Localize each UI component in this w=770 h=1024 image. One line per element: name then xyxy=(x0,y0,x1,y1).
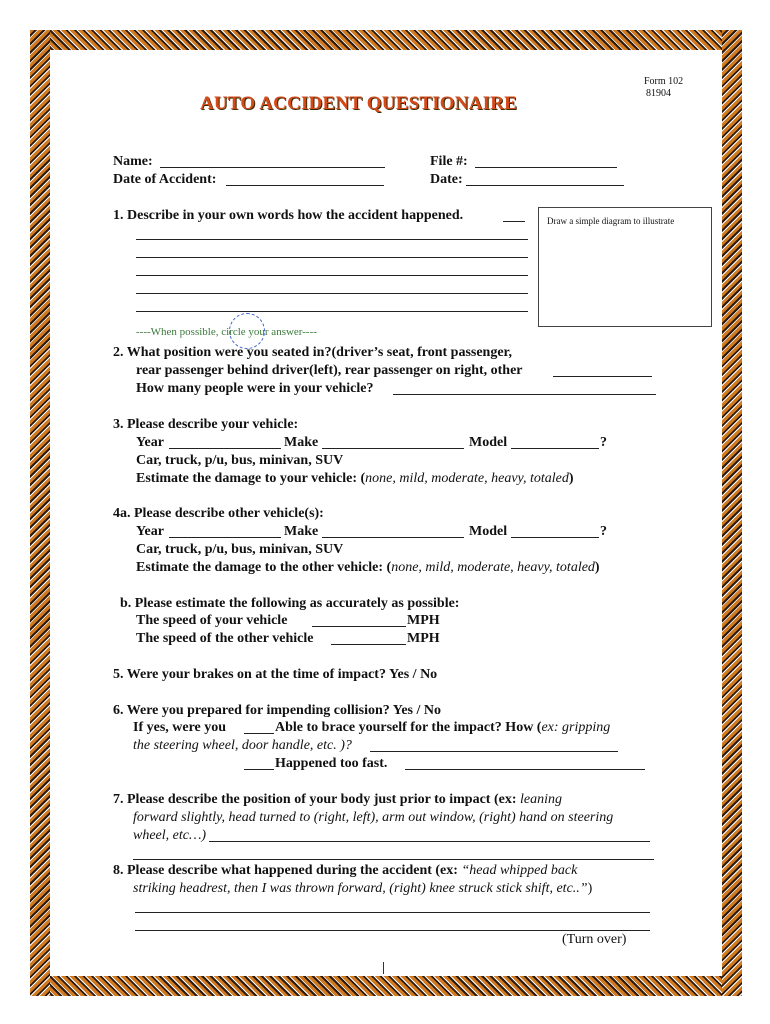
q1-answer-line[interactable] xyxy=(503,221,525,222)
q3-damage-label: Estimate the damage to your vehicle: ( xyxy=(136,471,366,486)
q3-damage-line xyxy=(136,470,574,487)
question-2-line-3: How many people were in your vehicle? xyxy=(136,381,374,396)
question-7 xyxy=(113,791,562,808)
question-2-line-2: rear passenger behind driver(left), rear passenger on right, other xyxy=(136,363,523,378)
form-number-label: Form 102 xyxy=(644,76,684,87)
q4a-question-mark: ? xyxy=(600,524,607,539)
q4a-damage-line xyxy=(136,559,600,576)
q3-vehicle-types[interactable]: Car, truck, p/u, bus, minivan, SUV xyxy=(136,453,344,468)
q6-brace-checkbox-line[interactable] xyxy=(244,733,274,734)
q1-answer-line[interactable] xyxy=(136,293,528,294)
q3-model-label: Model xyxy=(469,435,508,450)
decorative-border-top xyxy=(30,30,742,50)
q4a-vehicle-types[interactable]: Car, truck, p/u, bus, minivan, SUV xyxy=(136,542,344,557)
q8-answer-line[interactable] xyxy=(135,930,650,931)
q6-if-yes-label: If yes, were you xyxy=(133,720,227,735)
question-1: 1. Describe in your own words how the accident happened. xyxy=(113,208,464,223)
q8-example-2-line xyxy=(133,880,592,897)
question-8 xyxy=(113,862,577,879)
q7-answer-line[interactable] xyxy=(133,859,654,860)
q7-example-1: leaning xyxy=(520,792,563,807)
diagram-label: Draw a simple diagram to illustrate xyxy=(547,216,675,226)
q8-close: ) xyxy=(587,881,593,896)
q6-happened-too-fast: Happened too fast. xyxy=(275,756,388,771)
q6-too-fast-checkbox-line[interactable] xyxy=(244,769,274,770)
page-mark xyxy=(383,962,384,974)
q8-example-2: striking headrest, then I was thrown forward, (right) knee struck stick shift, etc..” xyxy=(133,881,588,896)
turn-over-note: (Turn over) xyxy=(562,932,627,947)
q1-answer-line[interactable] xyxy=(136,239,528,240)
question-2-line-1: 2. What position were you seated in?(driver’s seat, front passenger, xyxy=(113,345,512,360)
q7-example-3: wheel, etc…) xyxy=(133,828,207,843)
question-6[interactable]: 6. Were you prepared for impending collision? Yes / No xyxy=(113,703,441,718)
form-code: 81904 xyxy=(646,88,671,99)
q8-label: 8. Please describe what happened during the accident (ex: xyxy=(113,863,462,878)
q6-too-fast-field[interactable] xyxy=(405,769,645,770)
q4b-other-speed-unit: MPH xyxy=(407,631,440,646)
q4b-other-speed-field[interactable] xyxy=(331,644,406,645)
file-number-field[interactable] xyxy=(475,167,617,168)
q4b-your-speed-unit: MPH xyxy=(407,613,440,628)
question-5[interactable]: 5. Were your brakes on at the time of impact? Yes / No xyxy=(113,667,438,682)
date-of-accident-field[interactable] xyxy=(226,185,384,186)
q8-example-1: “head whipped back xyxy=(461,863,578,878)
q4b-other-speed-label: The speed of the other vehicle xyxy=(136,631,314,646)
diagram-box[interactable] xyxy=(538,207,712,327)
q4a-year-field[interactable] xyxy=(169,537,281,538)
q4a-make-field[interactable] xyxy=(322,537,464,538)
decorative-border-right xyxy=(722,30,742,996)
q4a-make-label: Make xyxy=(284,524,319,539)
q3-make-label: Make xyxy=(284,435,319,450)
q7-answer-line[interactable] xyxy=(209,841,650,842)
question-4a: 4a. Please describe other vehicle(s): xyxy=(113,506,324,521)
q6-brace-label: Able to brace yourself for the impact? How ( xyxy=(275,720,542,735)
q6-example-2: the steering wheel, door handle, etc. )? xyxy=(133,738,352,753)
file-label: File #: xyxy=(430,154,468,169)
form-number xyxy=(644,76,683,100)
date-of-accident-label: Date of Accident: xyxy=(113,172,217,187)
q3-make-field[interactable] xyxy=(322,448,464,449)
page-title: AUTO ACCIDENT QUESTIONAIRE xyxy=(200,93,518,114)
date-label: Date: xyxy=(430,172,463,187)
q6-line-2 xyxy=(133,719,226,736)
q1-answer-line[interactable] xyxy=(136,257,528,258)
decorative-border-left xyxy=(30,30,50,996)
name-label: Name: xyxy=(113,154,153,169)
q4b-your-speed-label: The speed of your vehicle xyxy=(136,613,288,628)
q3-damage-options[interactable]: none, mild, moderate, heavy, totaled xyxy=(365,471,569,486)
question-3: 3. Please describe your vehicle: xyxy=(113,417,299,432)
q4b-your-speed-field[interactable] xyxy=(312,626,406,627)
q1-answer-line[interactable] xyxy=(136,311,528,312)
q4a-damage-label: Estimate the damage to the other vehicle: ( xyxy=(136,560,392,575)
q4a-model-field[interactable] xyxy=(511,537,599,538)
q6-brace-text xyxy=(275,719,610,736)
q4a-damage-options[interactable]: none, mild, moderate, heavy, totaled xyxy=(391,560,595,575)
q1-answer-line[interactable] xyxy=(136,275,528,276)
q3-year-field[interactable] xyxy=(169,448,281,449)
q3-year-label: Year xyxy=(136,435,164,450)
circle-instruction: ----When possible, circle your answer---- xyxy=(136,326,317,338)
name-field[interactable] xyxy=(160,167,385,168)
q2-people-count-field[interactable] xyxy=(393,394,656,395)
decorative-border-bottom xyxy=(30,976,742,996)
q3-damage-close: ) xyxy=(568,471,574,486)
q6-example-1: ex: gripping xyxy=(541,720,611,735)
q6-how-field[interactable] xyxy=(370,751,618,752)
question-4b: b. Please estimate the following as accurately as possible: xyxy=(120,596,460,611)
q4a-damage-close: ) xyxy=(594,560,600,575)
q7-example-2: forward slightly, head turned to (right, left), arm out window, (right) hand on steering xyxy=(133,810,614,825)
q3-question-mark: ? xyxy=(600,435,607,450)
q4a-model-label: Model xyxy=(469,524,508,539)
q8-answer-line[interactable] xyxy=(135,912,650,913)
q2-other-field[interactable] xyxy=(553,376,652,377)
date-field[interactable] xyxy=(466,185,624,186)
q7-label: 7. Please describe the position of your body just prior to impact (ex: xyxy=(113,792,521,807)
q4a-year-label: Year xyxy=(136,524,164,539)
q3-model-field[interactable] xyxy=(511,448,599,449)
